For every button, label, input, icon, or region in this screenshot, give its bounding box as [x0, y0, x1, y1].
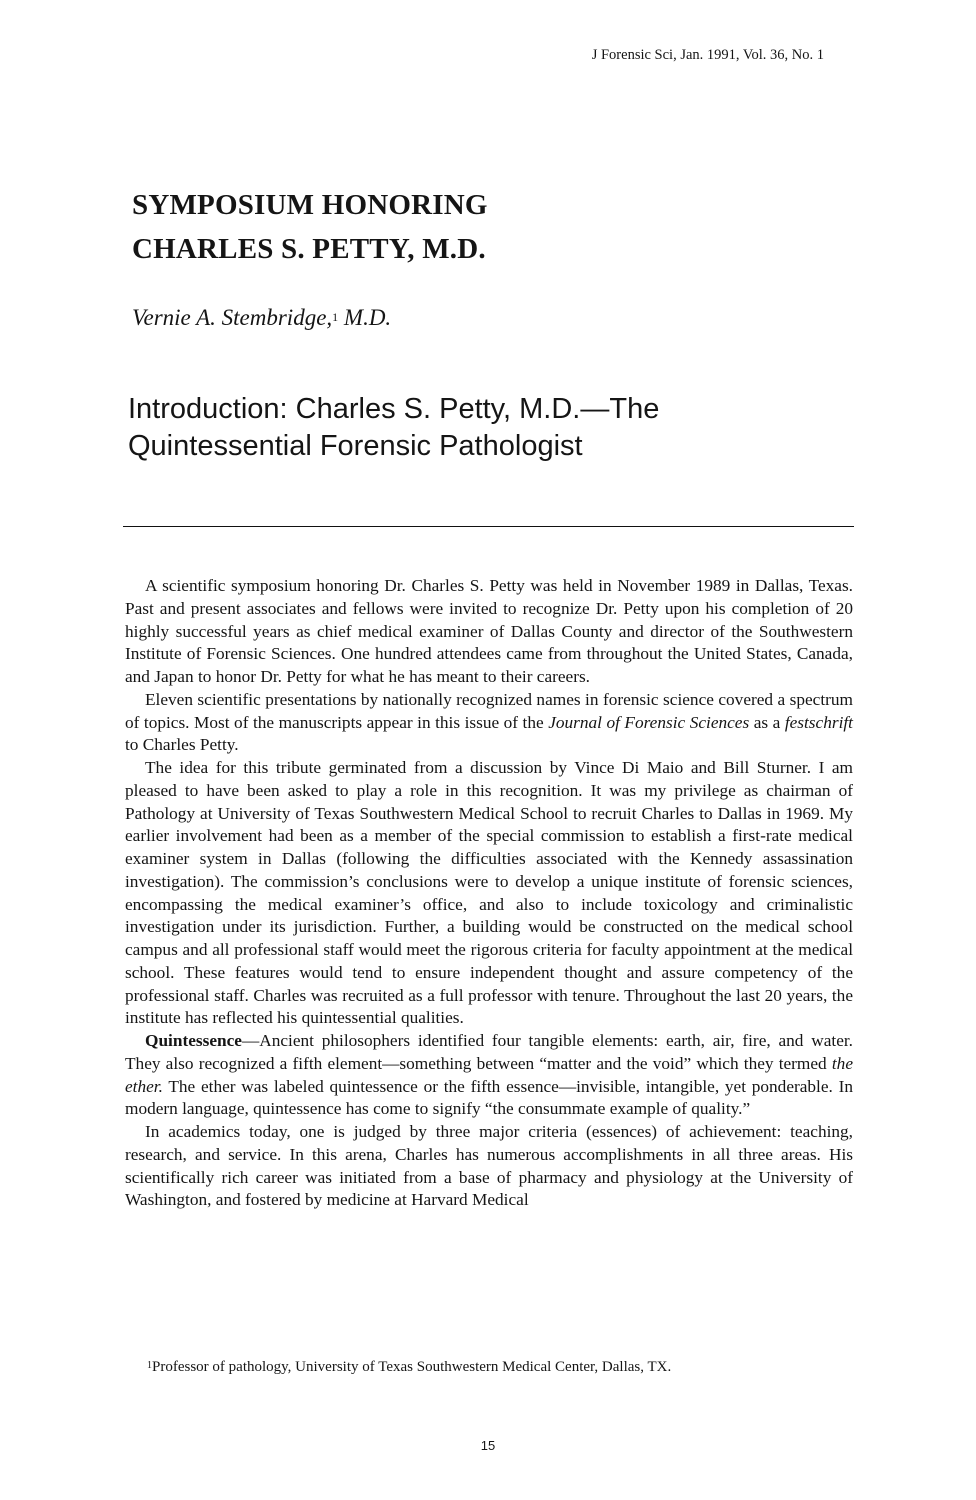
- article-title-line-1: Introduction: Charles S. Petty, M.D.—The: [128, 393, 660, 425]
- running-head: J Forensic Sci, Jan. 1991, Vol. 36, No. 1: [591, 47, 824, 63]
- author-byline: [132, 305, 391, 331]
- body-paragraph-4-text-b: The ether was labeled quintessence or the fifth essence—invisible, intangible, yet ponderable. In modern language, quintessence has come to signify “the consummate example of quality.”: [125, 1076, 853, 1119]
- body-paragraph-3: The idea for this tribute germinated from a discussion by Vince Di Maio and Bill Sturner. I am pleased to have been asked to play a role in this recognition. It was my privilege as chairman of Pathology at University of Texas Southwestern Medical School to recruit Charles to Dallas in 1969. My earlier involvement had been as a member of the special commission to establish a first-rate medical examiner system in Dallas (following the difficulties associated with the Kennedy assassination investigation). The commission’s conclusions were to develop a unique institute of forensic sciences, encompassing the medical examiner’s office, and also to include toxicology and criminalistic investigation under its jurisdiction. Further, a building would be constructed on the medical school campus and all professional staff would meet the rigorous criteria for faculty appointment at the medical school. These features would tend to ensure independent thought and assure competency of the professional staff. Charles was recruited as a full professor with tenure. Throughout the last 20 years, the institute has reflected his quintessential qualities.: [125, 758, 853, 1028]
- journal-name: Journal of Forensic Sciences: [548, 712, 750, 732]
- ether-term: the ether.: [125, 1053, 853, 1096]
- author-degree: M.D.: [343, 305, 392, 330]
- body-paragraph-4: [125, 1030, 853, 1121]
- author-name: Vernie A. Stembridge,: [132, 305, 333, 330]
- body-paragraph-2: [125, 689, 853, 757]
- footnote-text: Professor of pathology, University of Texas Southwestern Medical Center, Dallas, TX.: [152, 1359, 672, 1375]
- symposium-title-line-2: CHARLES S. PETTY, M.D.: [132, 233, 486, 265]
- festschrift-term: festschrift: [784, 712, 853, 732]
- body-paragraph-1: A scientific symposium honoring Dr. Charles S. Petty was held in November 1989 in Dallas, Texas. Past and present associates and fellows were invited to recognize Dr. Petty upon his completion of 20 highly successful years as chief medical examiner of Dallas County and director of the Southwestern Institute of Forensic Sciences. One hundred attendees came from throughout the United States, Canada, and Japan to honor Dr. Petty for what he has meant to their careers.: [125, 576, 853, 686]
- page-number: 15: [480, 1438, 496, 1453]
- symposium-title: [132, 183, 488, 271]
- symposium-title-line-1: SYMPOSIUM HONORING: [132, 189, 488, 221]
- article-title: [128, 391, 659, 465]
- article-body: [125, 575, 853, 1212]
- body-paragraph-2-text-b: as a: [753, 712, 781, 732]
- title-divider: [123, 526, 854, 527]
- body-paragraph-5: In academics today, one is judged by three major criteria (essences) of achievement: teaching, research, and service. In this arena, Charles has numerous accomplishments in all three areas. His scientifically rich career was initiated from a base of pharmacy and physiology at the University of Washington, and fostered by medicine at Harvard Medical: [125, 1122, 853, 1210]
- body-paragraph-2-text-c: to Charles Petty.: [125, 735, 239, 755]
- footnote: [147, 1359, 671, 1376]
- quintessence-heading: Quintessence: [145, 1031, 242, 1050]
- author-footnote-marker: 1: [332, 310, 339, 324]
- article-title-line-2: Quintessential Forensic Pathologist: [128, 430, 583, 462]
- footnote-marker: 1: [147, 1360, 152, 1371]
- body-paragraph-2-text-a: Eleven scientific presentations by nationally recognized names in forensic science covered a spectrum of topics. Most of the manuscripts appear in this issue of the: [125, 689, 853, 732]
- body-paragraph-4-text-a: —Ancient philosophers identified four tangible elements: earth, air, fire, and water. They also recognized a fifth element—something between “matter and the void” which they termed: [125, 1031, 853, 1073]
